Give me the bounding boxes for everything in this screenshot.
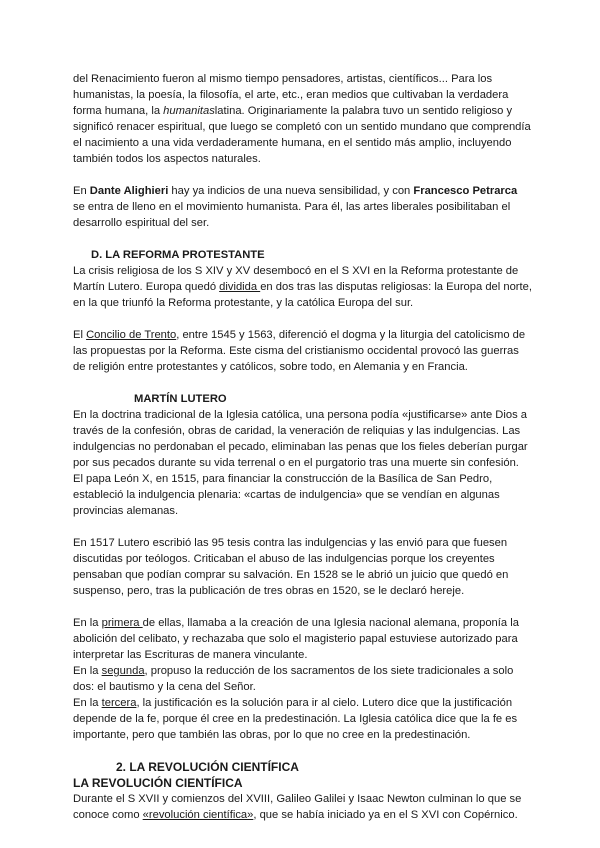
text-line: importante, pero que también las obras, por lo que no cree en la predestinación. <box>73 729 471 741</box>
text-span: En la <box>73 617 102 629</box>
underlined-term: tercera <box>101 697 137 709</box>
underlined-term: «revolución científica» <box>142 809 254 821</box>
text-span: En la <box>73 697 102 709</box>
text-span: En <box>73 185 90 197</box>
subsection-heading: MARTÍN LUTERO <box>134 393 227 405</box>
lutero-paragraph-1 <box>73 407 533 519</box>
text-line: en la que triunfó la Reforma protestante, y la católica Europa del sur. <box>73 297 414 309</box>
section-heading: 2. LA REVOLUCIÓN CIENTÍFICA <box>116 760 299 774</box>
bold-name: Francesco Petrarca <box>413 185 518 197</box>
text-line: depende de la fe, porque él cree en la predestinación. La Iglesia católica dice que la fe es <box>73 713 518 725</box>
text-line: suspenso, pero, tras la publicación de tres obras en 1520, se le declaró hereje. <box>73 585 465 597</box>
text-span: , propuso la reducción de los sacramentos de los siete tradicionales a solo <box>144 665 514 677</box>
italic-term: humanitas <box>163 105 215 117</box>
text-line: por sus pecados durante su vida terrenal o en el purgatorio tras una muerte sin confesión. <box>73 457 519 469</box>
text-line <box>73 615 533 631</box>
text-line <box>73 279 533 295</box>
text-line: El papa León X, en 1515, para financiar la construcción de la Basílica de San Pedro, <box>73 473 493 485</box>
text-line: del Renacimiento fueron al mismo tiempo pensadores, artistas, científicos... Para los <box>73 73 493 85</box>
text-line: significó renacer espiritual, que luego se completó con un sentido mundano que comprendía <box>73 121 531 133</box>
text-span: , que se había iniciado ya en el S XVI con Copérnico. <box>253 809 518 821</box>
text-line <box>73 695 533 711</box>
text-line <box>73 183 533 199</box>
text-line <box>73 663 533 679</box>
text-line: pensaban que podían comprar su salvación. En 1528 se le abrió un juicio que quedó en <box>73 569 509 581</box>
text-line: desarrollo espiritual del ser. <box>73 217 210 229</box>
dante-paragraph <box>73 183 533 231</box>
text-line: estableció la indulgencia plenaria: «cartas de indulgencia» que se vendían en algunas <box>73 489 500 501</box>
text-line: discutidas por teólogos. Criticaban el abuso de las indulgencias porque los creyentes <box>73 553 495 565</box>
text-span: conoce como <box>73 809 143 821</box>
text-line: En la doctrina tradicional de la Iglesia católica, una persona podía «justificarse» ante Dios a <box>73 409 527 421</box>
renacimiento-paragraph <box>73 71 533 167</box>
text-line: se entra de lleno en el movimiento humanista. Para él, las artes liberales posibilitaban el <box>73 201 511 213</box>
document-body <box>73 71 533 823</box>
text-line: través de la confesión, obras de caridad, la veneración de reliquias y las indulgencias. Las <box>73 425 521 437</box>
text-span: en dos tras las disputas religiosas: la Europa del norte, <box>260 281 532 293</box>
lutero-paragraph-3 <box>73 615 533 743</box>
text-line: el nacimiento a una vida verdaderamente humana, en el sentido más amplio, incluyendo <box>73 137 512 149</box>
text-span: hay ya indicios de una nueva sensibilidad, y con <box>168 185 414 197</box>
underlined-term: segunda <box>101 665 145 677</box>
text-line: La crisis religiosa de los S XIV y XV desembocó en el S XVI en la Reforma protestante de <box>73 265 519 277</box>
text-line: también todos los aspectos naturales. <box>73 153 261 165</box>
revolucion-paragraph <box>73 791 533 823</box>
text-line: abolición del celibato, y rechazaba que solo el magisterio papal estuviese autorizado para <box>73 633 518 645</box>
trento-paragraph <box>73 327 533 375</box>
text-span: de ellas, llamaba a la creación de una Iglesia nacional alemana, proponía la <box>142 617 519 629</box>
text-line: indulgencias no perdonaban el pecado, eliminaban las penas que los fieles deberían purgar <box>73 441 528 453</box>
text-span: En la <box>73 665 102 677</box>
lutero-paragraph-2 <box>73 535 533 599</box>
text-line: En 1517 Lutero escribió las 95 tesis contra las indulgencias y las envió para que fuesen <box>73 537 508 549</box>
text-line: humanistas, la poesía, la filosofía, el arte, etc., eran medios que cultivaban la verdadera <box>73 89 509 101</box>
reforma-paragraph <box>73 263 533 311</box>
text-line <box>73 103 533 119</box>
underlined-term: Concilio de Trento <box>86 329 177 341</box>
text-line: las propuestas por la Reforma. Este cisma del cristianismo occidental provocó las guerras <box>73 345 519 357</box>
bold-name: Dante Alighieri <box>89 185 169 197</box>
text-span: Martín Lutero. Europa quedó <box>73 281 220 293</box>
underlined-term: primera <box>101 617 143 629</box>
text-line: provincias alemanas. <box>73 505 179 517</box>
text-span: El <box>73 329 87 341</box>
text-span: latina. Originariamente la palabra tuvo un sentido religioso y <box>214 105 513 117</box>
text-line: interpretar las Escrituras de manera vinculante. <box>73 649 308 661</box>
text-span: , entre 1545 y 1563, diferenció el dogma y la liturgia del catolicismo de <box>176 329 526 341</box>
text-line: Durante el S XVII y comienzos del XVIII, Galileo Galilei y Isaac Newton culminan lo que se <box>73 793 522 805</box>
text-line <box>73 807 533 823</box>
text-span: forma humana, la <box>73 105 164 117</box>
subsection-heading: LA REVOLUCIÓN CIENTÍFICA <box>73 776 243 790</box>
text-line: dos: el bautismo y la cena del Señor. <box>73 681 256 693</box>
text-line <box>73 327 533 343</box>
section-heading: D. LA REFORMA PROTESTANTE <box>91 249 265 261</box>
text-span: , la justificación es la solución para ir al cielo. Lutero dice que la justificación <box>136 697 513 709</box>
text-line: de religión entre protestantes y católicos, sobre todo, en Alemania y en Francia. <box>73 361 468 373</box>
underlined-term: dividida <box>219 281 261 293</box>
